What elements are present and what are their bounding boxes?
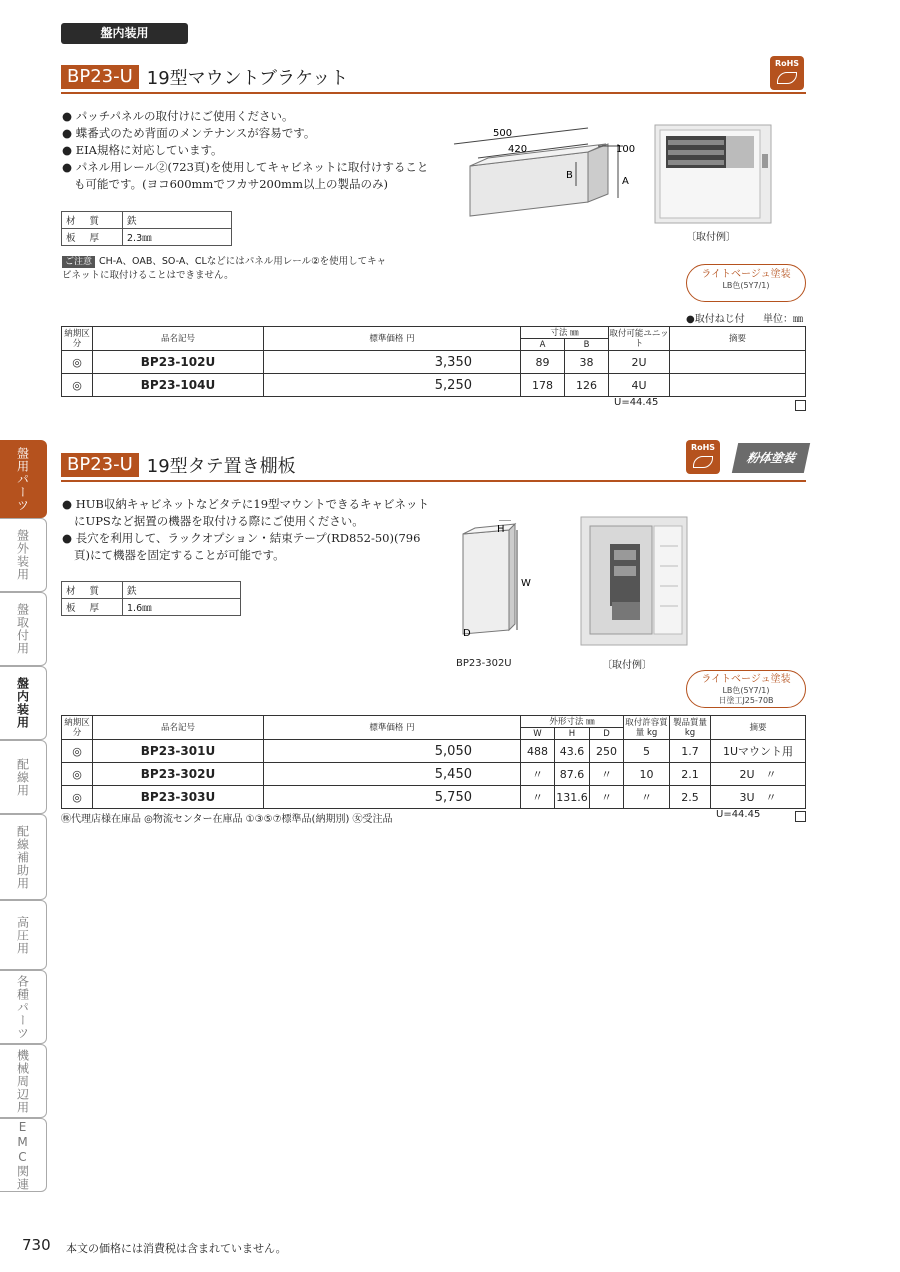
spec-value: 鉄 [123,212,232,229]
u-note-2: U=44.45 [716,809,761,820]
bullet-item: ● 長穴を利用して、ラックオプション・結束テープ(RD852-50)(796頁)にて機器を固定することが可能です。 [62,531,421,562]
dim-b: B [566,170,573,181]
install-caption-2: 〔取付例〕 [602,660,652,671]
leaf-icon [777,72,797,84]
powder-coat-badge: 粉体塗装 [732,443,810,473]
spec-key: 材質 [62,582,123,599]
unit-note: 単位：㎜ [763,314,803,325]
spec-key: 材質 [62,212,123,229]
section1-note: ご注意 CH-A、OAB、SO-A、CLなどにはパネル用レール②を使用してキャビネットに取付けることはできません。 [62,256,387,281]
sidebar-item-mounting[interactable]: 盤取付用 [0,592,47,666]
install-photo-2 [580,516,688,646]
category-tag: 盤内装用 [61,23,188,44]
section1-name: 19型マウントブラケット [146,68,349,89]
section1-rule [61,92,806,94]
dim-420: 420 [508,144,528,155]
section1-bullets [62,108,437,193]
bullet-item: ● 蝶番式のため背面のメンテナンスが容易です。 [62,126,316,140]
sidebar-item-various[interactable]: 各種パーツ [0,970,47,1044]
col-remarks: 摘要 [711,716,806,740]
col-remarks: 摘要 [670,327,806,351]
dim-a: A [622,176,629,187]
sidebar-item-emc[interactable]: EMC関連 [0,1118,47,1192]
section2-bullets [62,496,432,564]
col-a: A [521,339,565,351]
spec-key: 板厚 [62,599,123,616]
section2-spec-table [61,581,241,616]
col-weight: 製品質量 kg [670,716,711,740]
section2-name: 19型タテ置き棚板 [146,456,296,477]
dim-500: 500 [493,128,513,139]
bullet-item: ● パネル用レール②(723頁)を使用してキャビネットに取付けすることも可能です。(ヨコ600mmでフカサ200mm以上の製品のみ) [62,160,429,191]
table-row: ◎ BP23-102U 3,350 89 38 2U [62,351,806,374]
u-note-1: U=44.45 [614,397,659,408]
square-icon [795,811,806,822]
table-row: ◎ BP23-303U 5,750 〃 131.6 〃 〃 2.5 3U 〃 [62,786,806,809]
table-row: ◎ BP23-104U 5,250 178 126 4U [62,374,806,397]
col-load: 取付許容質量 kg [625,717,668,738]
dim-100: 100 [616,144,636,155]
paint-badge-2: ライトベージュ塗装 LB色(5Y7/1) 日塗工J25-70B [686,670,806,708]
dim-d: D [463,628,471,639]
spec-value: 1.6㎜ [123,599,241,616]
table-row: ◎ BP23-302U 5,450 〃 87.6 〃 10 2.1 2U 〃 [62,763,806,786]
screw-note: ●取付ねじ付 [686,314,745,325]
section1-spec-table [61,211,232,246]
rohs-badge: RoHS [686,440,720,474]
col-b: B [565,339,609,351]
col-price: 標準価格 円 [264,716,521,740]
section1-product-table [61,326,806,397]
page-number: 730 [22,1236,51,1254]
col-model: 品名記号 [93,716,264,740]
section2-code: BP23-U [61,453,139,477]
col-delivery: 納期区分 [62,327,93,351]
dim-w: W [521,578,531,589]
col-dim: 寸法 ㎜ [521,327,609,339]
col-model: 品名記号 [93,327,264,351]
col-d: D [590,728,624,740]
col-units: 取付可能ユニット [609,328,669,349]
col-w: W [521,728,555,740]
legend: ㊑代理店様在庫品 ◎物流センター在庫品 ①③⑤⑦標準品(納期別) ㊛受注品 [61,814,393,825]
bullet-item: ● HUB収納キャビネットなどタテに19型マウントできるキャビネットにUPSなど据置の機器を取付ける際にご使用ください。 [62,497,430,528]
sidebar-item-exterior[interactable]: 盤外装用 [0,518,47,592]
leaf-icon [693,456,713,468]
sidebar-item-high-voltage[interactable]: 高圧用 [0,900,47,970]
dim-h: H [497,524,505,535]
sidebar-item-wiring[interactable]: 配線用 [0,740,47,814]
section1-title [61,64,348,90]
spec-key: 板厚 [62,229,123,246]
section2-title [61,452,296,478]
spec-value: 鉄 [123,582,241,599]
bracket-drawing [448,122,636,222]
rohs-badge: RoHS [770,56,804,90]
section2-product-table [61,715,806,809]
model-caption: BP23-302U [456,658,512,669]
caution-tag: ご注意 [62,256,95,268]
bullet-item: ● EIA規格に対応しています。 [62,143,223,157]
col-dim: 外形寸法 ㎜ [521,716,624,728]
col-price: 標準価格 円 [264,327,521,351]
sidebar-item-panel-parts[interactable]: 盤用パーツ [0,440,47,518]
install-caption-1: 〔取付例〕 [686,232,736,243]
spec-value: 2.3㎜ [123,229,232,246]
section2-rule [61,480,806,482]
square-icon [795,400,806,411]
paint-badge-1: ライトベージュ塗装 LB色(5Y7/1) [686,264,806,302]
install-photo-1 [654,124,772,224]
footer-note: 本文の価格には消費税は含まれていません。 [66,1242,287,1255]
sidebar-item-wiring-aux[interactable]: 配線補助用 [0,814,47,900]
col-h: H [555,728,590,740]
table-row: ◎ BP23-301U 5,050 488 43.6 250 5 1.7 1Uマウント用 [62,740,806,763]
shelf-drawing [455,520,545,645]
sidebar-item-machine[interactable]: 機械周辺用 [0,1044,47,1118]
section1-code: BP23-U [61,65,139,89]
sidebar-item-interior[interactable]: 盤内装用 [0,666,47,740]
bullet-item: ● パッチパネルの取付けにご使用ください。 [62,109,294,123]
col-delivery: 納期区分 [62,716,93,740]
